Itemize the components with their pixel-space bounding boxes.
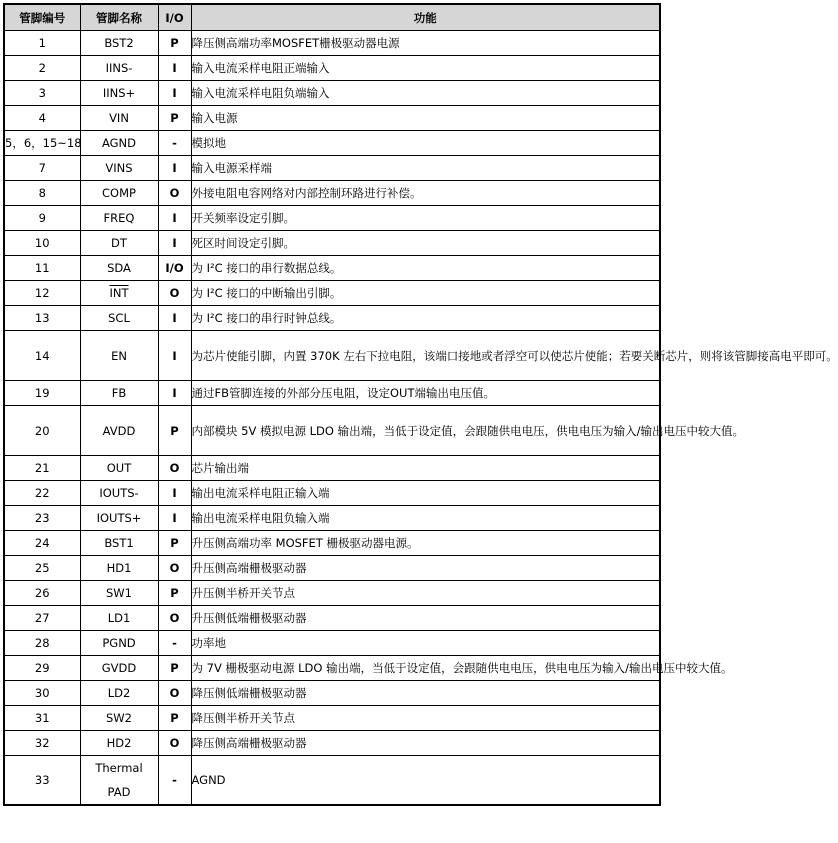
table-row: [4, 181, 660, 206]
pin-number-cell-text: 29: [34, 661, 50, 675]
pin-function-cell: [191, 306, 660, 331]
pin-name-cell-text: BST2: [104, 36, 134, 50]
pin-number-cell-text: 20: [34, 423, 50, 438]
table-row: [4, 581, 660, 606]
pin-io-cell: [158, 231, 191, 256]
pin-number-cell: [4, 131, 80, 156]
pin-name-cell: [80, 731, 158, 756]
pin-function-cell: [191, 31, 660, 56]
pin-function-cell: [191, 481, 660, 506]
pin-name-cell-text: FB: [111, 386, 127, 400]
pin-number-cell: [4, 331, 80, 381]
pin-function-table: [3, 3, 838, 806]
pin-io-cell-text: P: [170, 111, 179, 125]
pin-number-cell: [4, 731, 80, 756]
pin-io-cell-text: -: [172, 773, 177, 787]
pin-number-cell-text: 12: [34, 286, 50, 300]
pin-io-cell: [158, 306, 191, 331]
table-row: [4, 81, 660, 106]
pin-io-cell: [158, 156, 191, 181]
pin-function-cell: [191, 631, 660, 656]
pin-name-cell: [80, 106, 158, 131]
pin-name-cell: [80, 756, 158, 806]
pin-function-cell-text: 升压侧高端功率 MOSFET 栅极驱动器电源。: [191, 536, 419, 550]
pin-function-cell-text: 升压侧低端栅极驱动器: [191, 611, 307, 625]
pin-io-cell-text: O: [169, 561, 180, 575]
pin-number-cell: [4, 281, 80, 306]
pin-io-cell: [158, 81, 191, 106]
pin-io-cell-text: -: [172, 136, 177, 150]
pin-function-cell-text: 为 I²C 接口的串行时钟总线。: [191, 311, 342, 325]
pin-number-cell-text: 21: [34, 461, 50, 475]
pin-io-cell: [158, 506, 191, 531]
pin-function-cell: [191, 581, 660, 606]
pin-name-cell-text: HD2: [106, 736, 132, 750]
pin-function-cell-text: 外接电阻电容网络对内部控制环路进行补偿。: [191, 186, 422, 200]
pin-number-cell-text: 11: [34, 261, 50, 275]
table-row: [4, 706, 660, 731]
pin-function-cell-text: 输入电流采样电阻负端输入: [191, 86, 330, 100]
pin-number-cell: [4, 681, 80, 706]
pin-number-cell: [4, 656, 80, 681]
pin-function-cell: [191, 606, 660, 631]
pin-number-cell-text: 23: [34, 511, 50, 525]
pin-io-cell-text: O: [169, 736, 180, 750]
table-row: [4, 506, 660, 531]
pin-function-cell: [191, 81, 660, 106]
pin-io-cell: [158, 556, 191, 581]
pin-number-cell-text: 26: [34, 586, 50, 600]
pin-number-cell-text: 10: [34, 236, 50, 250]
pin-number-cell-text: 13: [34, 311, 50, 325]
pin-function-cell-text: AGND: [191, 773, 226, 787]
pin-name-cell-text: DT: [111, 236, 127, 250]
table-header-row: [4, 4, 660, 31]
pin-function-cell: [191, 331, 838, 381]
table-row: [4, 531, 660, 556]
pin-number-cell: [4, 181, 80, 206]
pin-io-cell: [158, 256, 191, 281]
pin-function-cell: [191, 456, 660, 481]
pin-name-cell-text: AVDD: [102, 423, 136, 438]
pin-number-cell: [4, 606, 80, 631]
pin-function-cell-text: 功率地: [191, 636, 226, 650]
table-row: [4, 231, 660, 256]
pin-number-cell: [4, 106, 80, 131]
pin-name-cell: [80, 31, 158, 56]
pin-name-cell: [80, 381, 158, 406]
table-row: [4, 731, 660, 756]
pin-number-cell: [4, 56, 80, 81]
pin-function-cell-text: 芯片输出端: [191, 461, 249, 475]
pin-function-cell: [191, 206, 660, 231]
pin-name-cell-text: $\overline{INT}$: [109, 286, 129, 300]
pin-name-cell-text: VIN: [109, 111, 129, 125]
pin-name-cell: [80, 81, 158, 106]
pin-name-cell: [80, 306, 158, 331]
pin-io-cell-text: O: [169, 286, 180, 300]
pin-name-cell-text: FREQ: [103, 211, 135, 225]
pin-io-cell: [158, 31, 191, 56]
pin-function-cell: [191, 281, 660, 306]
pin-name-cell-text: Thermal PAD: [95, 761, 143, 799]
pin-io-cell: [158, 56, 191, 81]
pin-name-cell: [80, 206, 158, 231]
pin-io-cell-text: I: [172, 61, 177, 75]
pin-function-cell: [191, 256, 660, 281]
pin-function-cell: [191, 156, 660, 181]
pin-io-cell-text: I: [172, 511, 177, 525]
pin-name-cell-text: HD1: [106, 561, 132, 575]
table-row: [4, 306, 660, 331]
pin-function-cell-text: 为 I²C 接口的串行数据总线。: [191, 261, 342, 275]
pin-name-cell-text: IOUTS-: [99, 486, 139, 500]
pin-number-cell-text: 24: [34, 536, 50, 550]
pin-name-cell: [80, 581, 158, 606]
header-function: 功能: [191, 4, 660, 31]
pin-function-cell: [191, 531, 660, 556]
pin-function-cell: [191, 706, 660, 731]
pin-name-cell: [80, 156, 158, 181]
pin-name-cell: [80, 481, 158, 506]
pin-number-cell: [4, 306, 80, 331]
pin-name-cell: [80, 706, 158, 731]
pin-io-cell: [158, 106, 191, 131]
pin-number-cell: [4, 531, 80, 556]
pin-name-cell: [80, 506, 158, 531]
pin-number-cell-text: 19: [34, 386, 50, 400]
pin-name-cell-text: SW2: [106, 711, 132, 725]
pin-function-cell-text: 输出电流采样电阻负输入端: [191, 511, 330, 525]
pin-io-cell: [158, 606, 191, 631]
pin-name-cell-text: SDA: [107, 261, 131, 275]
table-row: [4, 656, 660, 681]
pin-io-cell-text: I: [172, 211, 177, 225]
pin-function-cell: [191, 231, 660, 256]
pin-name-cell: [80, 256, 158, 281]
pin-number-cell-text: 28: [34, 636, 50, 650]
pin-name-cell: [80, 406, 158, 456]
pin-number-cell: [4, 631, 80, 656]
table-row: [4, 606, 660, 631]
pin-number-cell: [4, 706, 80, 731]
pin-table-container: [3, 3, 838, 806]
pin-number-cell: [4, 206, 80, 231]
pin-number-cell-text: 14: [34, 348, 50, 363]
pin-number-cell: [4, 756, 80, 806]
pin-name-cell: [80, 456, 158, 481]
pin-io-cell-text: P: [170, 661, 179, 675]
pin-number-cell-text: 4: [38, 111, 46, 125]
pin-name-cell: [80, 331, 158, 381]
table-row: [4, 756, 660, 806]
pin-io-cell: [158, 731, 191, 756]
pin-io-cell-text: P: [170, 586, 179, 600]
table-row: [4, 556, 660, 581]
pin-number-cell-text: 9: [38, 211, 46, 225]
pin-number-cell-text: 7: [38, 161, 46, 175]
pin-number-cell-text: 8: [38, 186, 46, 200]
pin-io-cell-text: P: [170, 711, 179, 725]
pin-function-cell-text: 升压侧高端栅极驱动器: [191, 561, 307, 575]
pin-io-cell: [158, 756, 191, 806]
pin-function-cell-text: 为 7V 栅极驱动电源 LDO 输出端，当低于设定值，会跟随供电电压，供电电压为输入/输出电压中较大值。: [191, 661, 733, 675]
pin-number-cell: [4, 481, 80, 506]
pin-number-cell-text: 2: [38, 61, 46, 75]
pin-name-cell-text: PGND: [102, 636, 136, 650]
pin-io-cell: [158, 331, 191, 381]
pin-function-cell-text: 为芯片使能引脚，内置 370K 左右下拉电阻，该端口接地或者浮空可以使芯片使能；若要关断芯片，则将该管脚接高电平即可。: [191, 348, 838, 363]
pin-io-cell-text: I: [172, 486, 177, 500]
pin-name-cell-text: SCL: [108, 311, 130, 325]
pin-function-cell-text: 降压侧半桥开关节点: [191, 711, 295, 725]
table-row: [4, 281, 660, 306]
pin-io-cell-text: I: [172, 348, 177, 363]
pin-io-cell-text: -: [172, 636, 177, 650]
pin-number-cell: [4, 456, 80, 481]
pin-io-cell-text: I: [172, 386, 177, 400]
pin-name-cell: [80, 606, 158, 631]
pin-io-cell: [158, 581, 191, 606]
pin-io-cell-text: O: [169, 611, 180, 625]
table-row: [4, 206, 660, 231]
pin-name-cell-text: IINS+: [102, 86, 136, 100]
pin-io-cell-text: I: [172, 161, 177, 175]
pin-function-cell: [191, 106, 660, 131]
pin-number-cell-text: 1: [38, 36, 46, 50]
pin-number-cell-text: 3: [38, 86, 46, 100]
pin-name-cell: [80, 131, 158, 156]
pin-name-cell-text: BST1: [104, 536, 134, 550]
pin-number-cell: [4, 156, 80, 181]
pin-function-cell-text: 死区时间设定引脚。: [191, 236, 295, 250]
pin-function-cell-text: 为 I²C 接口的中断输出引脚。: [191, 286, 342, 300]
pin-number-cell: [4, 256, 80, 281]
pin-name-cell-text: OUT: [106, 461, 132, 475]
table-row: [4, 406, 660, 456]
pin-name-cell: [80, 281, 158, 306]
pin-io-cell: [158, 406, 191, 456]
pin-name-cell: [80, 556, 158, 581]
pin-function-cell: [191, 406, 744, 456]
pin-function-cell: [191, 506, 660, 531]
pin-number-cell: [4, 556, 80, 581]
table-row: [4, 481, 660, 506]
header-pin-name: 管脚名称: [80, 4, 158, 31]
table-row: [4, 681, 660, 706]
pin-number-cell: [4, 81, 80, 106]
pin-io-cell-text: I: [172, 236, 177, 250]
header-io: I/O: [158, 4, 191, 31]
pin-number-cell: [4, 581, 80, 606]
pin-function-cell-text: 内部模块 5V 模拟电源 LDO 输出端，当低于设定值，会跟随供电电压，供电电压为输入/输出电压中较大值。: [191, 423, 744, 438]
pin-function-cell: [191, 56, 660, 81]
pin-name-cell: [80, 656, 158, 681]
pin-function-cell-text: 升压侧半桥开关节点: [191, 586, 295, 600]
pin-number-cell: [4, 406, 80, 456]
pin-io-cell-text: P: [170, 536, 179, 550]
pin-io-cell: [158, 456, 191, 481]
pin-number-cell: [4, 506, 80, 531]
table-row: [4, 381, 660, 406]
table-row: [4, 31, 660, 56]
pin-name-cell: [80, 231, 158, 256]
pin-io-cell: [158, 656, 191, 681]
pin-name-cell-text: VINS: [105, 161, 133, 175]
pin-function-cell: [191, 731, 660, 756]
pin-name-cell-text: LD1: [107, 611, 131, 625]
pin-number-cell-text: 25: [34, 561, 50, 575]
pin-io-cell: [158, 181, 191, 206]
pin-function-cell-text: 通过FB管脚连接的外部分压电阻，设定OUT端输出电压值。: [191, 386, 495, 400]
table-row: [4, 156, 660, 181]
pin-function-cell-text: 降压侧高端功率MOSFET栅极驱动器电源: [191, 36, 400, 50]
pin-number-cell-text: 31: [34, 711, 50, 725]
pin-io-cell: [158, 381, 191, 406]
pin-io-cell: [158, 681, 191, 706]
pin-number-cell-text: 30: [34, 686, 50, 700]
pin-name-cell-text: LD2: [107, 686, 131, 700]
pin-function-cell: [191, 681, 660, 706]
pin-number-cell: [4, 381, 80, 406]
pin-name-cell-text: IINS-: [105, 61, 133, 75]
table-row: [4, 331, 660, 381]
pin-name-cell-text: AGND: [101, 136, 137, 150]
pin-name-cell: [80, 56, 158, 81]
pin-io-cell: [158, 131, 191, 156]
pin-name-cell: [80, 531, 158, 556]
pin-name-cell-text: GVDD: [101, 661, 137, 675]
pin-io-cell: [158, 481, 191, 506]
table-row: [4, 56, 660, 81]
pin-io-cell-text: P: [170, 423, 179, 438]
pin-number-cell-text: 5，6，15~18: [5, 136, 82, 150]
table-row: [4, 106, 660, 131]
pin-number-cell-text: 32: [34, 736, 50, 750]
pin-function-cell-text: 降压侧高端栅极驱动器: [191, 736, 307, 750]
pin-number-cell: [4, 31, 80, 56]
pin-function-cell-text: 降压侧低端栅极驱动器: [191, 686, 307, 700]
pin-name-cell: [80, 631, 158, 656]
pin-function-cell-text: 模拟地: [191, 136, 226, 150]
pin-io-cell-text: O: [169, 686, 180, 700]
pin-name-cell-text: COMP: [102, 186, 136, 200]
pin-io-cell-text: I: [172, 86, 177, 100]
pin-io-cell: [158, 706, 191, 731]
pin-number-cell-text: 22: [34, 486, 50, 500]
header-pin-number: 管脚编号: [4, 4, 80, 31]
pin-function-cell-text: 输入电流采样电阻正端输入: [191, 61, 330, 75]
pin-io-cell-text: O: [169, 186, 180, 200]
table-row: [4, 456, 660, 481]
pin-io-cell: [158, 206, 191, 231]
table-body: [4, 31, 838, 806]
pin-io-cell-text: I: [172, 311, 177, 325]
pin-name-cell-text: SW1: [106, 586, 132, 600]
pin-number-cell-text: 27: [34, 611, 50, 625]
table-row: [4, 131, 660, 156]
pin-io-cell: [158, 631, 191, 656]
pin-io-cell-text: P: [170, 36, 179, 50]
pin-function-cell: [191, 756, 660, 806]
table-row: [4, 631, 660, 656]
pin-io-cell-text: I/O: [165, 261, 184, 275]
pin-name-cell-text: EN: [111, 348, 127, 363]
pin-function-cell-text: 输入电源: [191, 111, 238, 125]
pin-function-cell: [191, 181, 660, 206]
pin-name-cell-text: IOUTS+: [96, 511, 142, 525]
pin-number-cell-text: 33: [34, 773, 50, 787]
pin-function-cell: [191, 556, 660, 581]
pin-function-cell: [191, 656, 733, 681]
pin-function-cell: [191, 381, 660, 406]
pin-function-cell: [191, 131, 660, 156]
pin-name-cell: [80, 681, 158, 706]
pin-io-cell: [158, 281, 191, 306]
pin-name-cell: [80, 181, 158, 206]
table-row: [4, 256, 660, 281]
pin-number-cell: [4, 231, 80, 256]
pin-io-cell: [158, 531, 191, 556]
pin-function-cell-text: 开关频率设定引脚。: [191, 211, 295, 225]
pin-io-cell-text: O: [169, 461, 180, 475]
pin-function-cell-text: 输出电流采样电阻正输入端: [191, 486, 330, 500]
pin-function-cell-text: 输入电源采样端: [191, 161, 272, 175]
